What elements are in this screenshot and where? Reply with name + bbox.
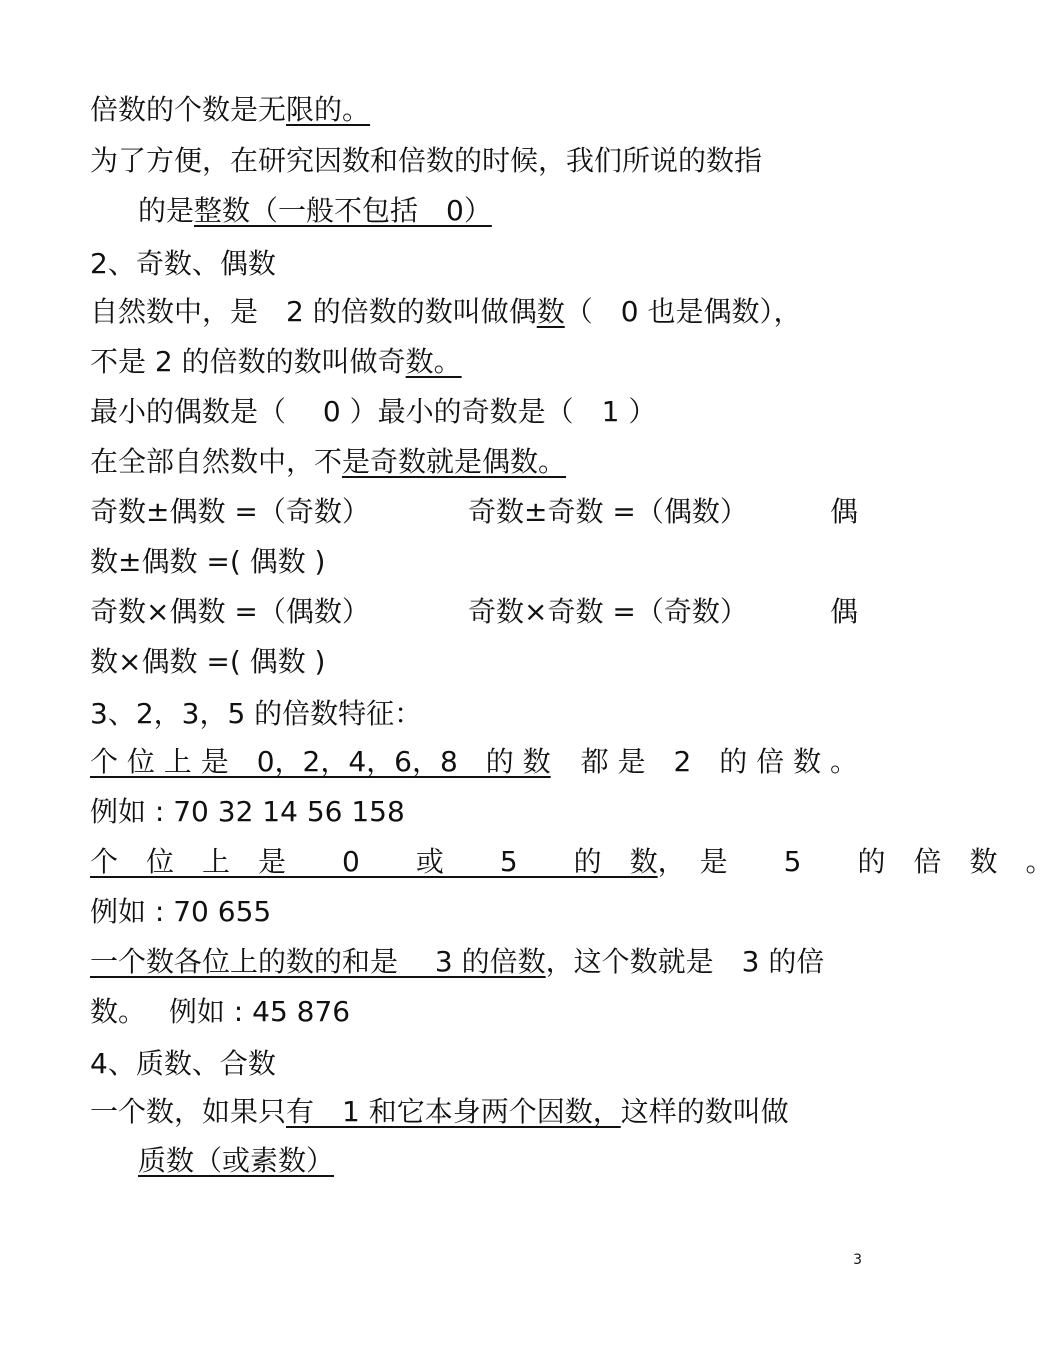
text-segment: 例如 : 70 655 <box>90 895 272 928</box>
text-segment: 这样的数叫做 <box>620 1095 789 1128</box>
text-segment: 最小的偶数是（ 0 ）最小的奇数是（ 1 ） <box>90 395 657 428</box>
text-segment: 一个数，如果只 <box>90 1095 287 1128</box>
text-line-14 <box>90 744 858 780</box>
text-segment: ， 是 5 的 倍 数 。 <box>657 845 1053 878</box>
rule-odd-plus-even: 奇数±偶数 =（奇数） <box>90 495 370 528</box>
rule-odd-times-even: 奇数×偶数 =（偶数） <box>90 595 370 628</box>
text-line-18 <box>90 944 824 980</box>
underlined-segment: 数 <box>536 295 565 328</box>
text-segment: 自然数中，是 2 的倍数的数叫做偶 <box>90 295 537 328</box>
text-line-16 <box>90 844 1053 880</box>
underlined-segment: 整数（一般不包括 0） <box>194 194 492 227</box>
rule-even-times-even <box>90 644 325 680</box>
text-line-5 <box>90 294 801 330</box>
rule-odd-plus-odd: 奇数±奇数 =（偶数） <box>468 495 748 528</box>
text-line-3 <box>138 193 492 229</box>
example-line-2 <box>90 894 271 930</box>
text-segment: 例如 : 70 32 14 56 158 <box>90 795 405 828</box>
page-number: 3 <box>853 1252 862 1268</box>
heading-text: 4、质数、合数 <box>90 1047 276 1080</box>
rule-even-plus-even <box>90 544 325 580</box>
text-segment: 数。 例如 : 45 876 <box>90 995 351 1028</box>
underlined-segment: 是奇数就是偶数。 <box>342 445 567 478</box>
text-segment: （ 0 也是偶数）， <box>564 295 802 328</box>
text-segment: ，这个数就是 3 的倍 <box>545 945 825 978</box>
underlined-segment: 数。 <box>405 345 462 378</box>
text-line-22 <box>138 1143 334 1179</box>
text-segment: 在全部自然数中，不 <box>90 445 343 478</box>
underlined-segment: 个 位 上 是 0，2，4，6，8 的 数 <box>90 745 551 778</box>
text-line-7 <box>90 394 656 430</box>
heading-text: 3、2，3，5 的倍数特征： <box>90 697 423 730</box>
text-line-1 <box>90 92 370 128</box>
underlined-segment: 个 位 上 是 0 或 5 的 数 <box>90 845 658 878</box>
underlined-segment: 有 1 和它本身两个因数， <box>286 1095 621 1128</box>
rule-wrap-start: 偶 <box>829 495 858 528</box>
underlined-segment: 一个数各位上的数的和是 3 的倍数 <box>90 945 546 978</box>
section-heading-3 <box>90 696 422 732</box>
text-segment: 都 是 2 的 倍 数 。 <box>580 745 858 778</box>
text-segment: 数±偶数 =( 偶数 ) <box>90 545 326 578</box>
text-segment: 为了方便，在研究因数和倍数的时候，我们所说的数指 <box>90 144 763 177</box>
text-line-21 <box>90 1094 789 1130</box>
heading-text: 2、奇数、偶数 <box>90 247 276 280</box>
underlined-segment: 限的。 <box>286 93 371 126</box>
underlined-segment: 质数（或素数） <box>138 1144 335 1177</box>
example-line-3 <box>90 994 350 1030</box>
text-segment: 倍数的个数是无 <box>90 93 287 126</box>
example-line-1 <box>90 794 405 830</box>
text-segment: 的是 <box>138 194 195 227</box>
rule-wrap-start: 偶 <box>829 595 858 628</box>
text-line-2 <box>90 143 762 179</box>
text-line-8 <box>90 444 566 480</box>
rule-odd-times-odd: 奇数×奇数 =（奇数） <box>468 595 748 628</box>
section-heading-2 <box>90 246 276 282</box>
text-segment: 数×偶数 =( 偶数 ) <box>90 645 326 678</box>
text-line-6 <box>90 344 462 380</box>
text-segment: 不是 2 的倍数的数叫做奇 <box>90 345 406 378</box>
section-heading-4 <box>90 1046 276 1082</box>
